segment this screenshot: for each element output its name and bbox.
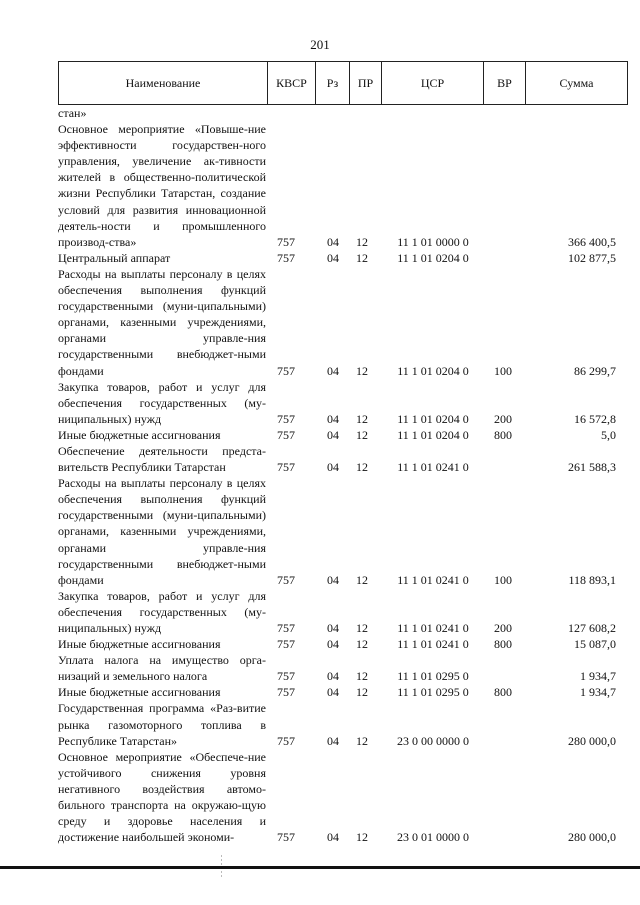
row-rz: 04 <box>327 460 339 475</box>
column-header-vr: ВР <box>483 62 525 104</box>
row-rz: 04 <box>327 669 339 684</box>
table-row <box>58 749 628 846</box>
row-vr: 100 <box>494 572 512 587</box>
row-rz: 04 <box>327 411 339 426</box>
row-vr: 800 <box>494 637 512 652</box>
row-kvsr: 757 <box>277 669 295 684</box>
row-sum: 366 400,5 <box>568 234 616 249</box>
row-kvsr: 757 <box>277 411 295 426</box>
page-number: 201 <box>310 37 330 52</box>
row-rz: 04 <box>327 572 339 587</box>
row-csr: 11 1 01 0204 0 <box>397 363 469 378</box>
row-name: Основное мероприятие «Обеспече-ние устойчивого снижения уровня негативного воздействия автомо-бильного транспорта на окружаю-щую среду и здоровье населения и достижение наибольшей экономи- <box>58 749 266 845</box>
row-name: Закупка товаров, работ и услуг для обеспечения государственных (му-ниципальных) нужд <box>58 379 266 426</box>
row-pr: 12 <box>356 460 368 475</box>
row-sum: 127 608,2 <box>568 621 616 635</box>
row-kvsr: 757 <box>277 621 295 635</box>
row-vr: 800 <box>494 685 512 700</box>
column-header-rz: Рз <box>315 62 349 104</box>
column-header-kvsr: КВСР <box>267 62 315 104</box>
row-name: Иные бюджетные ассигнования <box>58 427 221 442</box>
table-row <box>58 266 628 379</box>
row-vr: 100 <box>494 363 512 378</box>
column-header-pr: ПР <box>349 62 381 104</box>
row-pr: 12 <box>356 234 368 249</box>
row-name: Центральный аппарат <box>58 250 171 265</box>
row-name: Уплата налога на имущество орга-низаций и земельного налога <box>58 653 266 684</box>
row-sum: 5,0 <box>601 427 616 442</box>
row-sum: 15 087,0 <box>574 637 616 652</box>
row-sum: 280 000,0 <box>568 733 616 748</box>
row-kvsr: 757 <box>277 830 295 845</box>
column-header-name: Наименование <box>125 76 201 90</box>
row-kvsr: 757 <box>277 572 295 587</box>
table-row <box>58 684 628 700</box>
table-row <box>58 250 628 266</box>
row-pr: 12 <box>356 363 368 378</box>
row-pr: 12 <box>356 411 368 426</box>
row-csr: 11 1 01 0204 0 <box>397 250 469 265</box>
row-vr: 800 <box>494 427 512 442</box>
row-pr: 12 <box>356 830 368 845</box>
row-rz: 04 <box>327 363 339 378</box>
row-vr: 200 <box>494 621 512 635</box>
row-rz: 04 <box>327 830 339 845</box>
table-row <box>58 105 628 121</box>
row-rz: 04 <box>327 250 339 265</box>
row-name: стан» <box>58 106 87 120</box>
row-name: Закупка товаров, работ и услуг для обеспечения государственных (му-ниципальных) нужд <box>58 588 266 635</box>
row-rz: 04 <box>327 234 339 249</box>
row-sum: 102 877,5 <box>568 250 616 265</box>
table-header <box>58 61 628 105</box>
row-csr: 23 0 01 0000 0 <box>397 830 469 845</box>
row-sum: 86 299,7 <box>574 363 616 378</box>
row-pr: 12 <box>356 685 368 700</box>
row-csr: 11 1 01 0204 0 <box>397 411 469 426</box>
table-row <box>58 636 628 652</box>
row-sum: 1 934,7 <box>580 685 616 700</box>
column-header-csr: ЦСР <box>381 62 483 104</box>
row-csr: 11 1 01 0241 0 <box>397 621 469 635</box>
row-pr: 12 <box>356 733 368 748</box>
row-rz: 04 <box>327 733 339 748</box>
row-kvsr: 757 <box>277 685 295 700</box>
table-row <box>58 443 628 475</box>
row-name: Основное мероприятие «Повыше-ние эффективности государствен-ного управления, увеличение ак-тивности жителей в общественно-политической жизни Республики Татарстан, создание условий для развития инновационной деятель-ности и промышленного производ-ства» <box>58 122 266 249</box>
page-bottom-edge <box>0 866 640 869</box>
table-row <box>58 588 628 636</box>
row-kvsr: 757 <box>277 460 295 475</box>
row-csr: 11 1 01 0204 0 <box>397 427 469 442</box>
row-rz: 04 <box>327 427 339 442</box>
row-csr: 11 1 01 0241 0 <box>397 572 469 587</box>
row-pr: 12 <box>356 250 368 265</box>
row-kvsr: 757 <box>277 363 295 378</box>
row-sum: 280 000,0 <box>568 830 616 845</box>
row-kvsr: 757 <box>277 427 295 442</box>
row-pr: 12 <box>356 572 368 587</box>
table-row <box>58 652 628 684</box>
table-row <box>58 700 628 748</box>
table-row <box>58 427 628 443</box>
table-row <box>58 121 628 250</box>
row-name: Расходы на выплаты персоналу в целях обеспечения выполнения функций государственными (муни-ципальными) органами, казенными учреждениями, органами управле-ния государственными внебюджет-ными фондами <box>58 476 266 587</box>
row-csr: 11 1 01 0295 0 <box>397 669 469 684</box>
row-name: Иные бюджетные ассигнования <box>58 637 221 652</box>
row-kvsr: 757 <box>277 234 295 249</box>
table-row <box>58 475 628 588</box>
row-vr: 200 <box>494 411 512 426</box>
row-sum: 16 572,8 <box>574 411 616 426</box>
row-csr: 11 1 01 0000 0 <box>397 234 469 249</box>
row-csr: 11 1 01 0241 0 <box>397 637 469 652</box>
row-rz: 04 <box>327 685 339 700</box>
row-name: Обеспечение деятельности предста-вительств Республики Татарстан <box>58 443 266 475</box>
row-kvsr: 757 <box>277 637 295 652</box>
table-body <box>58 105 628 845</box>
row-csr: 11 1 01 0241 0 <box>397 460 469 475</box>
row-name: Государственная программа «Раз-витие рынка газомоторного топлива в Республике Татарстан» <box>58 701 266 748</box>
row-sum: 261 588,3 <box>568 460 616 475</box>
row-pr: 12 <box>356 637 368 652</box>
row-rz: 04 <box>327 621 339 635</box>
row-csr: 11 1 01 0295 0 <box>397 685 469 700</box>
column-header-sum: Сумма <box>525 62 627 104</box>
row-rz: 04 <box>327 637 339 652</box>
row-sum: 118 893,1 <box>568 572 616 587</box>
row-pr: 12 <box>356 427 368 442</box>
row-pr: 12 <box>356 669 368 684</box>
row-name: Иные бюджетные ассигнования <box>58 685 221 700</box>
table-row <box>58 379 628 427</box>
row-name: Расходы на выплаты персоналу в целях обеспечения выполнения функций государственными (муни-ципальными) органами, казенными учреждениями, органами управле-ния государственными внебюджет-ными фондами <box>58 266 266 378</box>
row-csr: 23 0 00 0000 0 <box>397 733 469 748</box>
row-pr: 12 <box>356 621 368 635</box>
row-sum: 1 934,7 <box>580 669 616 684</box>
row-kvsr: 757 <box>277 733 295 748</box>
row-kvsr: 757 <box>277 250 295 265</box>
